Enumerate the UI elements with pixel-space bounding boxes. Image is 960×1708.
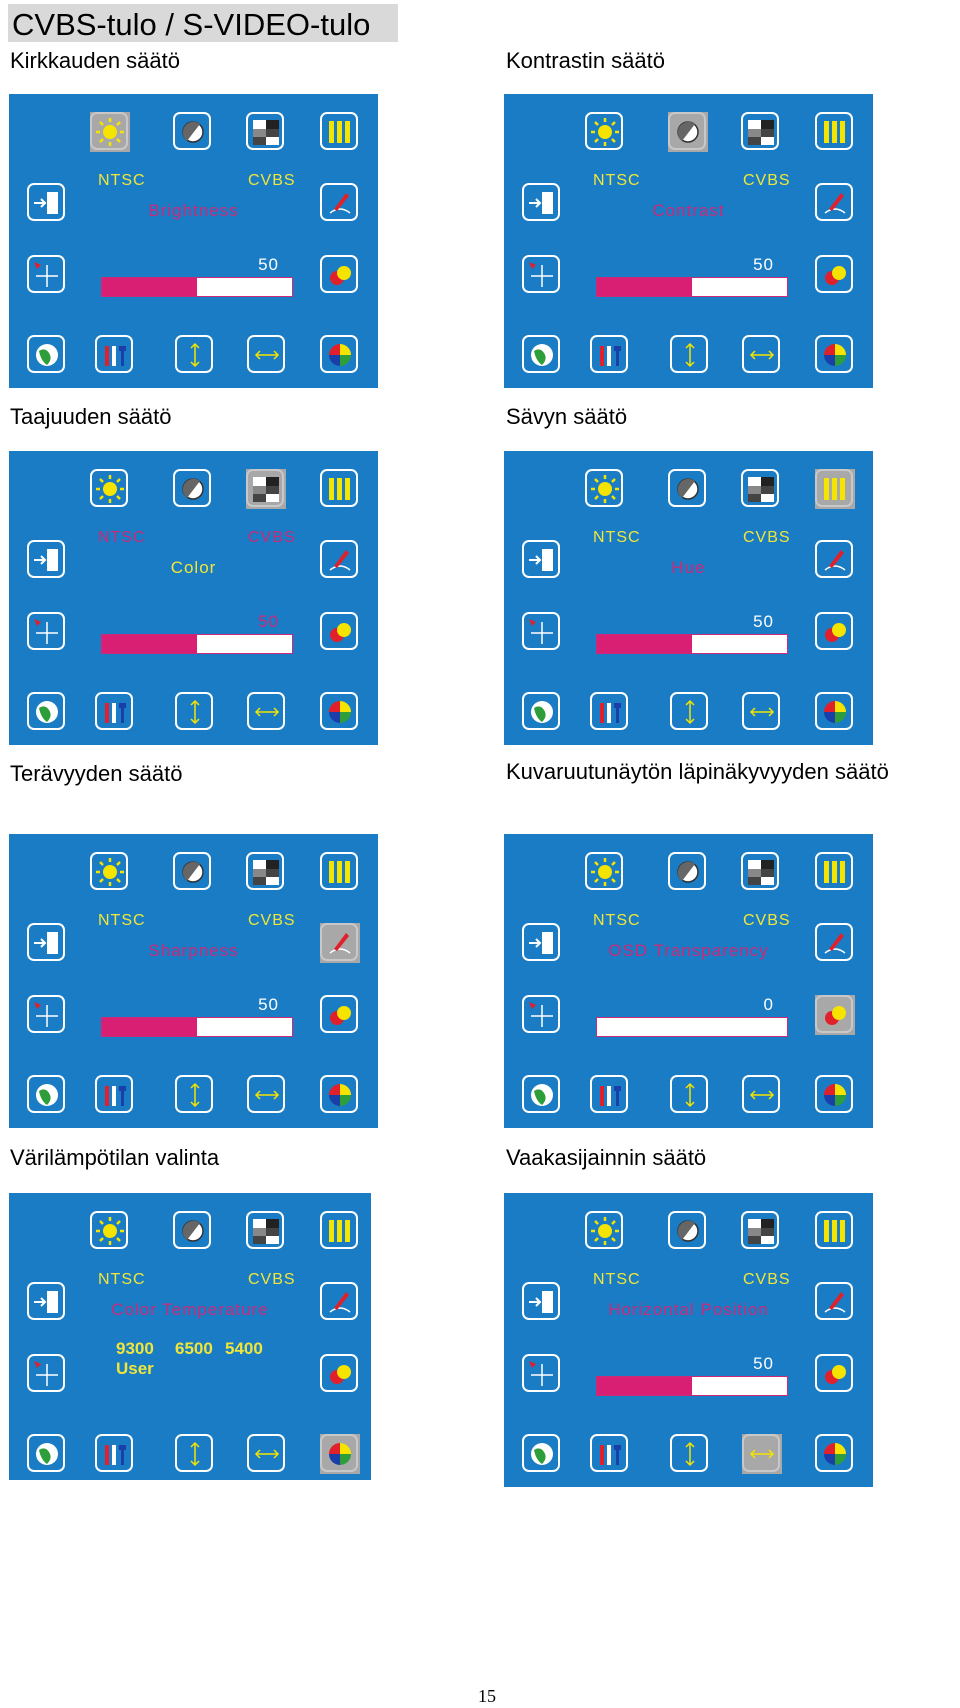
language-icon[interactable]: [27, 692, 67, 732]
value-readout: 50: [258, 612, 279, 631]
signal-standard: NTSC: [593, 529, 641, 546]
osd-transparency-icon[interactable]: [815, 612, 855, 652]
level-slider[interactable]: [101, 277, 293, 297]
vertical-position-icon[interactable]: [670, 1075, 710, 1115]
screen-caption: Vaakasijainnin säätö: [506, 1145, 707, 1170]
contrast-icon[interactable]: [668, 1211, 708, 1251]
horizontal-position-icon[interactable]: [742, 1075, 782, 1115]
signal-source: CVBS: [743, 1271, 791, 1288]
tools-icon[interactable]: [95, 1434, 135, 1474]
signal-source: CVBS: [743, 172, 791, 189]
hue-icon[interactable]: [320, 112, 360, 152]
horizontal-position-icon[interactable]: [742, 335, 782, 375]
color-temperature-icon[interactable]: [815, 1075, 855, 1115]
osd-screen: [9, 451, 378, 745]
value-readout: 0: [763, 995, 774, 1014]
tools-icon[interactable]: [95, 692, 135, 732]
screen-caption: Taajuuden säätö: [10, 404, 172, 429]
color-temperature-icon[interactable]: [320, 1434, 360, 1474]
vertical-position-icon[interactable]: [175, 692, 215, 732]
position-icon[interactable]: [522, 995, 562, 1035]
tools-icon[interactable]: [95, 335, 135, 375]
signal-source: CVBS: [248, 1271, 296, 1288]
level-slider[interactable]: [101, 1017, 293, 1037]
contrast-icon[interactable]: [173, 112, 213, 152]
osd-screen: [504, 1193, 873, 1487]
screen-caption: Sävyn säätö: [506, 404, 628, 429]
signal-standard: NTSC: [593, 1271, 641, 1288]
signal-source: CVBS: [743, 912, 791, 929]
osd-transparency-icon[interactable]: [320, 995, 360, 1035]
temperature-option[interactable]: 9300: [116, 1339, 154, 1358]
language-icon[interactable]: [522, 1434, 562, 1474]
language-icon[interactable]: [522, 692, 562, 732]
vertical-position-icon[interactable]: [670, 1434, 710, 1474]
tools-icon[interactable]: [590, 1075, 630, 1115]
signal-standard: NTSC: [98, 529, 146, 546]
horizontal-position-icon[interactable]: [247, 692, 287, 732]
osd-transparency-icon[interactable]: [320, 612, 360, 652]
osd-screen: [9, 1193, 371, 1480]
signal-standard: NTSC: [593, 172, 641, 189]
brightness-icon[interactable]: [585, 469, 625, 509]
color-temperature-icon[interactable]: [815, 1434, 855, 1474]
osd-transparency-icon[interactable]: [320, 255, 360, 295]
horizontal-position-icon[interactable]: [742, 1434, 782, 1474]
value-readout: 50: [753, 255, 774, 274]
temperature-option[interactable]: User: [116, 1359, 154, 1378]
signal-source: CVBS: [248, 529, 296, 546]
level-slider[interactable]: [101, 634, 293, 654]
color-icon[interactable]: [741, 852, 781, 892]
color-icon[interactable]: [741, 112, 781, 152]
horizontal-position-icon[interactable]: [247, 1434, 287, 1474]
signal-standard: NTSC: [98, 1271, 146, 1288]
tools-icon[interactable]: [590, 1434, 630, 1474]
contrast-icon[interactable]: [668, 852, 708, 892]
menu-item-label: Contrast: [652, 201, 725, 220]
tools-icon[interactable]: [95, 1075, 135, 1115]
vertical-position-icon[interactable]: [670, 692, 710, 732]
language-icon[interactable]: [27, 335, 67, 375]
signal-source: CVBS: [248, 172, 296, 189]
color-temperature-icon[interactable]: [320, 692, 360, 732]
screen-caption: Kuvaruutunäytön läpinäkyvyyden säätö: [506, 759, 889, 784]
osd-screen: [9, 94, 378, 388]
vertical-position-icon[interactable]: [175, 1075, 215, 1115]
position-icon[interactable]: [522, 1354, 562, 1394]
level-fill: [102, 278, 197, 296]
contrast-icon[interactable]: [668, 112, 708, 152]
menu-item-label: Hue: [671, 558, 706, 577]
temperature-option[interactable]: 5400: [225, 1339, 263, 1358]
hue-icon[interactable]: [815, 1211, 855, 1251]
position-icon[interactable]: [27, 255, 67, 295]
menu-item-label: Horizontal Position: [608, 1300, 769, 1319]
osd-screen: [504, 834, 873, 1128]
color-temperature-icon[interactable]: [320, 335, 360, 375]
screen-caption: Kirkkauden säätö: [10, 48, 180, 73]
color-temperature-icon[interactable]: [320, 1075, 360, 1115]
contrast-icon[interactable]: [173, 1211, 213, 1251]
hue-icon[interactable]: [320, 852, 360, 892]
menu-item-label: Color Temperature: [111, 1300, 269, 1319]
level-slider[interactable]: [596, 1376, 788, 1396]
horizontal-position-icon[interactable]: [742, 692, 782, 732]
vertical-position-icon[interactable]: [175, 335, 215, 375]
color-temperature-icon[interactable]: [815, 335, 855, 375]
screen-caption: Terävyyden säätö: [10, 761, 183, 786]
screen-caption: Värilämpötilan valinta: [10, 1145, 220, 1170]
level-fill: [597, 635, 692, 653]
color-icon[interactable]: [246, 112, 286, 152]
position-icon[interactable]: [27, 1354, 67, 1394]
language-icon[interactable]: [522, 1075, 562, 1115]
document-title: CVBS-tulo / S-VIDEO-tulo: [12, 7, 371, 42]
menu-item-label: Color: [170, 558, 217, 577]
tools-icon[interactable]: [590, 335, 630, 375]
osd-transparency-icon[interactable]: [815, 255, 855, 295]
menu-item-label: Brightness: [148, 201, 239, 220]
contrast-icon[interactable]: [173, 469, 213, 509]
osd-transparency-icon[interactable]: [320, 1354, 360, 1394]
hue-icon[interactable]: [815, 852, 855, 892]
brightness-icon[interactable]: [585, 112, 625, 152]
hue-icon[interactable]: [320, 469, 360, 509]
position-icon[interactable]: [522, 612, 562, 652]
brightness-icon[interactable]: [90, 469, 130, 509]
level-slider[interactable]: [596, 277, 788, 297]
position-icon[interactable]: [27, 995, 67, 1035]
page-number: 15: [478, 1686, 496, 1706]
position-icon[interactable]: [522, 255, 562, 295]
level-fill: [597, 1377, 692, 1395]
temperature-option[interactable]: 6500: [175, 1339, 213, 1358]
osd-screen: [504, 94, 873, 388]
screen-caption: Kontrastin säätö: [506, 48, 665, 73]
menu-item-label: OSD Transparency: [608, 941, 769, 960]
horizontal-position-icon[interactable]: [247, 1075, 287, 1115]
osd-transparency-icon[interactable]: [815, 995, 855, 1035]
brightness-icon[interactable]: [90, 112, 130, 152]
value-readout: 50: [258, 255, 279, 274]
language-icon[interactable]: [522, 335, 562, 375]
osd-transparency-icon[interactable]: [815, 1354, 855, 1394]
color-icon[interactable]: [246, 852, 286, 892]
level-fill: [597, 278, 692, 296]
level-slider[interactable]: [596, 634, 788, 654]
signal-source: CVBS: [743, 529, 791, 546]
color-icon[interactable]: [741, 469, 781, 509]
level-slider[interactable]: [596, 1017, 788, 1037]
document-title-box: [8, 4, 398, 42]
vertical-position-icon[interactable]: [175, 1434, 215, 1474]
contrast-icon[interactable]: [173, 852, 213, 892]
position-icon[interactable]: [27, 612, 67, 652]
color-icon[interactable]: [246, 469, 286, 509]
hue-icon[interactable]: [815, 112, 855, 152]
language-icon[interactable]: [27, 1075, 67, 1115]
tools-icon[interactable]: [590, 692, 630, 732]
color-temperature-icon[interactable]: [815, 692, 855, 732]
menu-item-label: Sharpness: [148, 941, 239, 960]
signal-standard: NTSC: [98, 912, 146, 929]
signal-standard: NTSC: [593, 912, 641, 929]
contrast-icon[interactable]: [668, 469, 708, 509]
level-fill: [102, 635, 197, 653]
brightness-icon[interactable]: [90, 1211, 130, 1251]
value-readout: 50: [753, 612, 774, 631]
language-icon[interactable]: [27, 1434, 67, 1474]
brightness-icon[interactable]: [585, 1211, 625, 1251]
value-readout: 50: [753, 1354, 774, 1373]
osd-screen: [504, 451, 873, 745]
signal-source: CVBS: [248, 912, 296, 929]
color-icon[interactable]: [741, 1211, 781, 1251]
vertical-position-icon[interactable]: [670, 335, 710, 375]
hue-icon[interactable]: [815, 469, 855, 509]
signal-standard: NTSC: [98, 172, 146, 189]
level-fill: [102, 1018, 197, 1036]
hue-icon[interactable]: [320, 1211, 360, 1251]
brightness-icon[interactable]: [585, 852, 625, 892]
value-readout: 50: [258, 995, 279, 1014]
horizontal-position-icon[interactable]: [247, 335, 287, 375]
osd-screen: [9, 834, 378, 1128]
color-icon[interactable]: [246, 1211, 286, 1251]
brightness-icon[interactable]: [90, 852, 130, 892]
